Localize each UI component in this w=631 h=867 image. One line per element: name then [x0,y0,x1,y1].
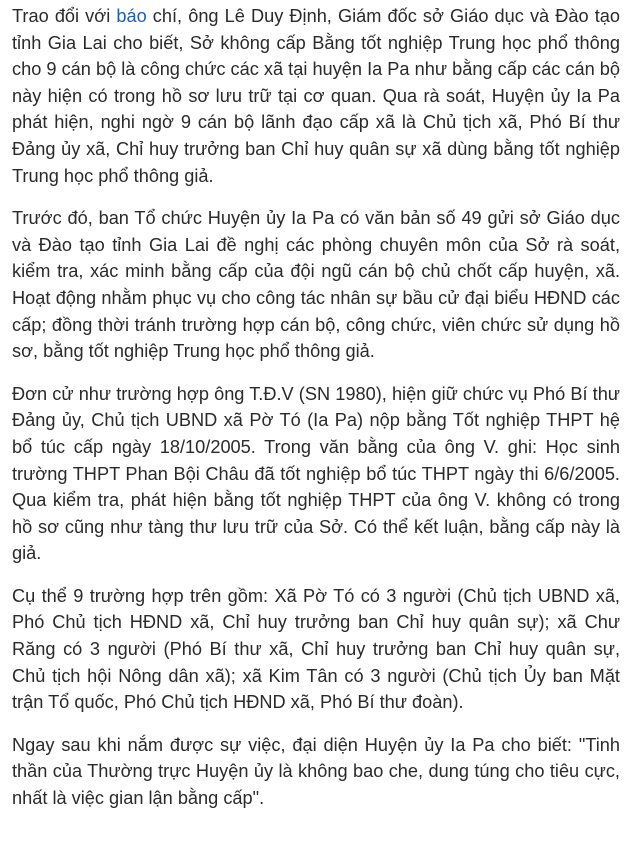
article-paragraph-4: Cụ thể 9 trường hợp trên gồm: Xã Pờ Tó có 3 người (Chủ tịch UBND xã, Phó Chủ tịch HĐND xã, Chỉ huy trưởng ban Chỉ huy quân sự); xã Chư Răng có 3 người (Phó Bí thư xã, Chỉ huy trưởng ban Chỉ huy quân sự, Chủ tịch hội Nông dân xã); xã Kim Tân có 3 người (Chủ tịch Ủy ban Mặt trận Tổ quốc, Phó Chủ tịch HĐND xã, Phó Bí thư đoàn). [12,585,620,713]
bao-link[interactable]: báo [116,6,147,26]
article-paragraph-2: Trước đó, ban Tổ chức Huyện ủy Ia Pa có văn bản số 49 gửi sở Giáo dục và Đào tạo tỉnh Gia Lai đề nghị các phòng chuyên môn của Sở rà soát, kiểm tra, xác minh bằng cấp của đội ngũ cán bộ chủ chốt cấp huyện, xã. Hoạt động nhằm phục vụ cho công tác nhân sự bầu cử đại biểu HĐND các cấp; đồng thời tránh trường hợp cán bộ, công chức, viên chức sử dụng hồ sơ, bằng tốt nghiệp Trung học phổ thông giả. [12,208,620,362]
article-paragraph-5: Ngay sau khi nắm được sự việc, đại diện Huyện ủy Ia Pa cho biết: "Tinh thần của Thường trực Huyện ủy là không bao che, dung túng cho tiêu cực, nhất là việc gian lận bằng cấp". [12,734,620,809]
article-body [12,3,620,828]
article-paragraph-1 [12,3,620,189]
paragraph-1-text-start: Trao đổi với [12,6,117,26]
article-paragraph-3: Đơn cử như trường hợp ông T.Đ.V (SN 1980), hiện giữ chức vụ Phó Bí thư Đảng ủy, Chủ tịch UBND xã Pờ Tó (Ia Pa) nộp bằng Tốt nghiệp THPT hệ bổ túc cấp ngày 18/10/2005. Trong văn bằng của ông V. ghi: Học sinh trường THPT Phan Bội Châu đã tốt nghiệp bổ túc THPT ngày thi 6/6/2005. Qua kiểm tra, phát hiện bằng tốt nghiệp THPT của ông V. không có trong hồ sơ cũng như tàng thư lưu trữ của Sở. Có thể kết luận, bằng cấp này là giả. [12,383,620,564]
paragraph-1-text-rest: chí, ông Lê Duy Định, Giám đốc sở Giáo dục và Đào tạo tỉnh Gia Lai cho biết, Sở không cấp Bằng tốt nghiệp Trung học phổ thông cho 9 cán bộ là công chức các xã tại huyện Ia Pa như bằng cấp các cán bộ này hiện có trong hồ sơ lưu trữ tại cơ quan. Qua rà soát, Huyện ủy Ia Pa phát hiện, nghi ngờ 9 cán bộ lãnh đạo cấp xã là Chủ tịch xã, Phó Bí thư Đảng ủy xã, Chỉ huy trưởng ban Chỉ huy quân sự xã dùng bằng tốt nghiệp Trung học phổ thông giả. [12,6,620,186]
